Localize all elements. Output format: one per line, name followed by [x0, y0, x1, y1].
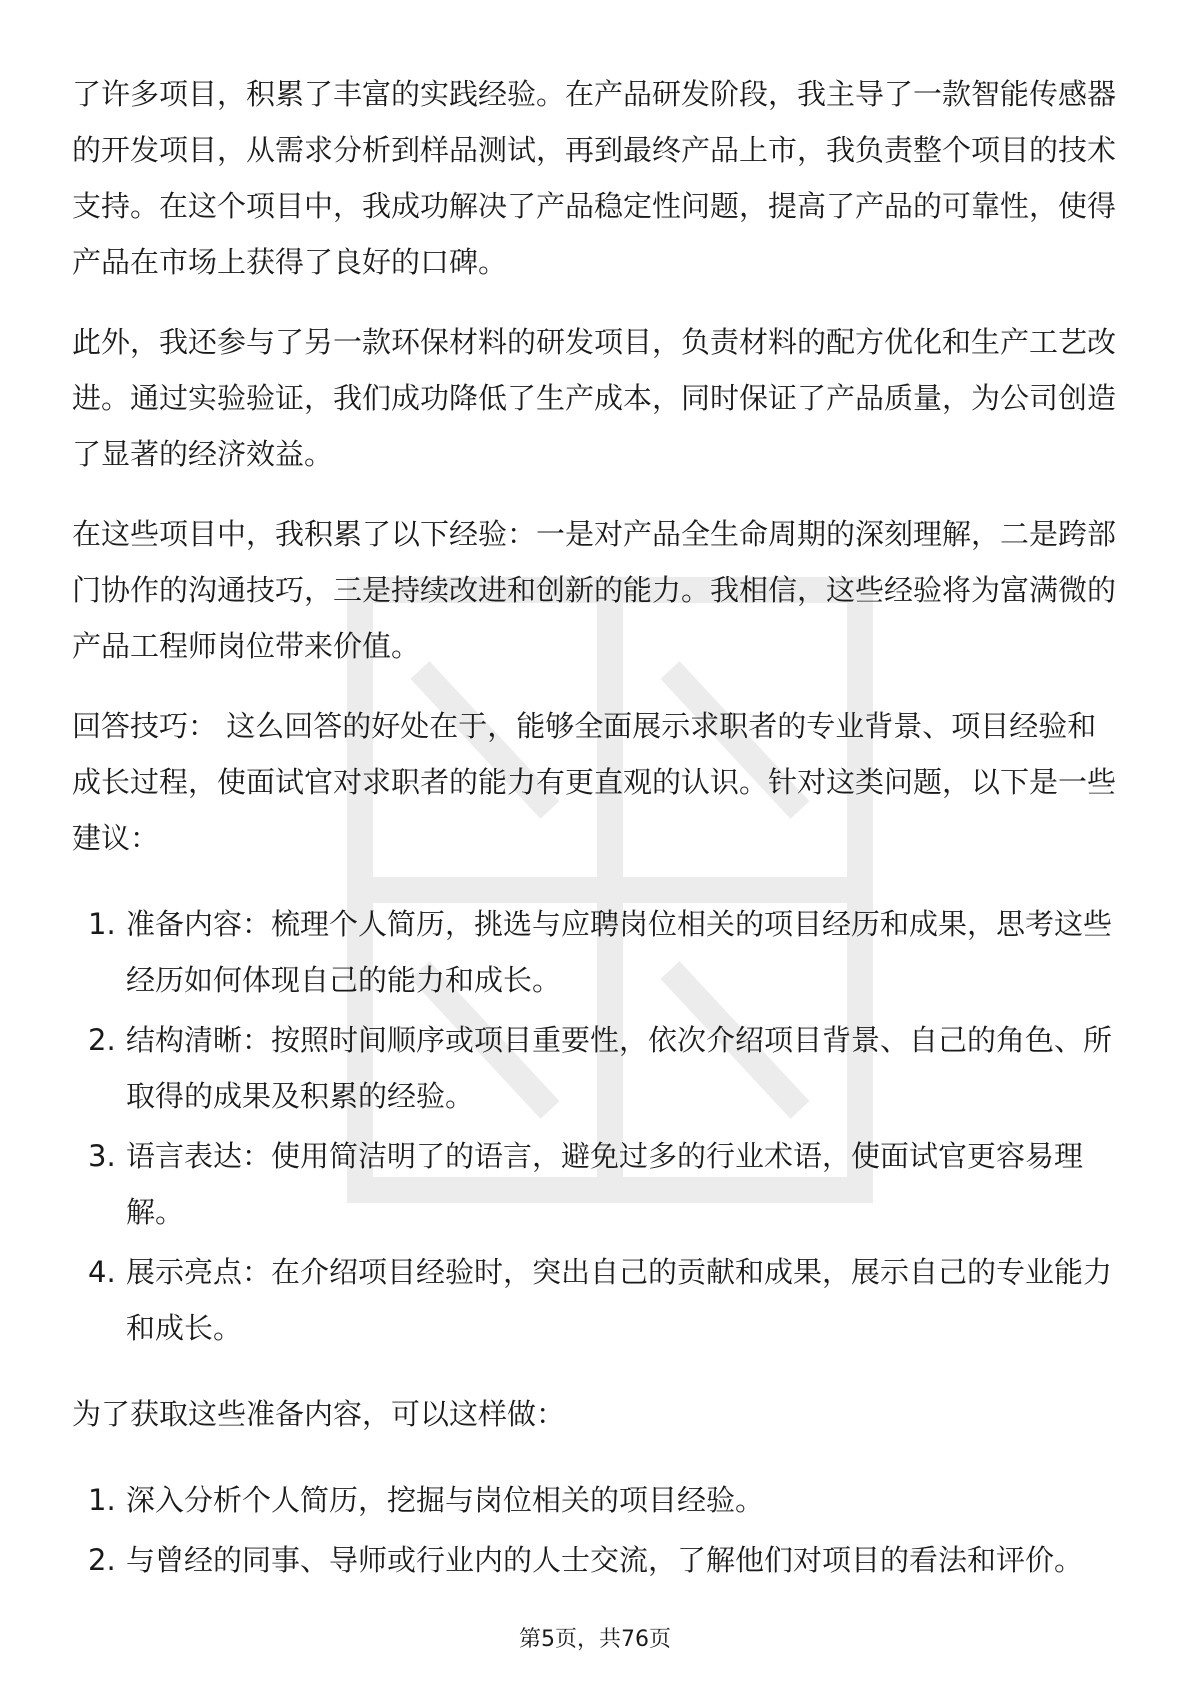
document-body [72, 66, 1122, 1592]
list-item-number: 2. [88, 1543, 116, 1577]
list-item-text: 与曾经的同事、导师或行业内的人士交流，了解他们对项目的看法和评价。 [126, 1543, 1084, 1577]
list-item-text: 深入分析个人简历，挖掘与岗位相关的项目经验。 [126, 1483, 765, 1517]
page-number-footer: 第5页，共76页 [519, 1627, 671, 1652]
list-item-number: 4. [88, 1255, 116, 1289]
list-item-text: 语言表达：使用简洁明了的语言，避免过多的行业术语，使面试官更容易理解。 [126, 1139, 1084, 1229]
list-item [72, 1244, 1122, 1356]
paragraph-experience-summary: 在这些项目中，我积累了以下经验：一是对产品全生命周期的深刻理解，二是跨部门协作的沟通技巧，三是持续改进和创新的能力。我相信，这些经验将为富满微的产品工程师岗位带来价值。 [72, 517, 1117, 663]
list-item-number: 1. [88, 907, 116, 941]
paragraph-additional-project: 此外，我还参与了另一款环保材料的研发项目，负责材料的配方优化和生产工艺改进。通过实验验证，我们成功降低了生产成本，同时保证了产品质量，为公司创造了显著的经济效益。 [72, 325, 1117, 471]
list-item [72, 1472, 1122, 1528]
list-item-text: 展示亮点：在介绍项目经验时，突出自己的贡献和成果，展示自己的专业能力和成长。 [126, 1255, 1113, 1345]
prep-list [72, 1472, 1122, 1588]
paragraph-answer-tips: 回答技巧： 这么回答的好处在于，能够全面展示求职者的专业背景、项目经验和成长过程，使面试官对求职者的能力有更直观的认识。针对这类问题，以下是一些建议： [72, 709, 1117, 855]
paragraph-project-experience: 了许多项目，积累了丰富的实践经验。在产品研发阶段，我主导了一款智能传感器的开发项目，从需求分析到样品测试，再到最终产品上市，我负责整个项目的技术支持。在这个项目中，我成功解决了产品稳定性问题，提高了产品的可靠性，使得产品在市场上获得了良好的口碑。 [72, 77, 1117, 279]
list-item-text: 准备内容：梳理个人简历，挑选与应聘岗位相关的项目经历和成果，思考这些经历如何体现自己的能力和成长。 [126, 907, 1113, 997]
prep-heading: 为了获取这些准备内容，可以这样做： [72, 1397, 566, 1431]
list-item [72, 1128, 1122, 1240]
list-item-text: 结构清晰：按照时间顺序或项目重要性，依次介绍项目背景、自己的角色、所取得的成果及积累的经验。 [126, 1023, 1113, 1113]
list-item-number: 2. [88, 1023, 116, 1057]
list-item-number: 3. [88, 1139, 116, 1173]
list-item [72, 1012, 1122, 1124]
list-item-number: 1. [88, 1483, 116, 1517]
list-item [72, 1532, 1122, 1588]
list-item [72, 896, 1122, 1008]
tips-list [72, 896, 1122, 1356]
